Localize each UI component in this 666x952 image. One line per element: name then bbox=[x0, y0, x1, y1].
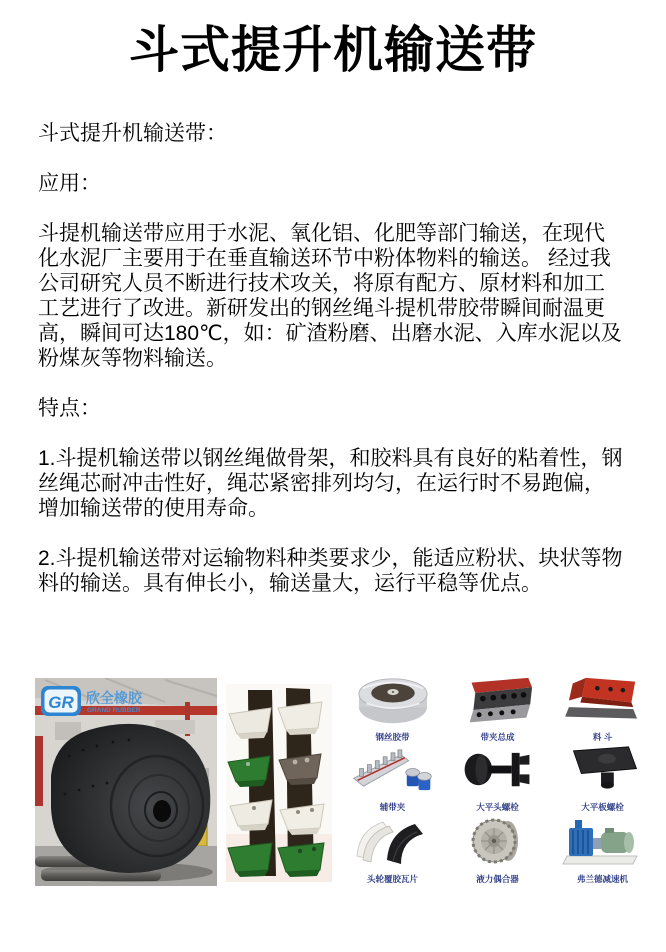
fluid-coupling-icon bbox=[456, 814, 540, 870]
article-body bbox=[38, 121, 624, 621]
factory-belt-roll-photo bbox=[35, 678, 217, 886]
product-caption: 料 斗 bbox=[592, 732, 613, 742]
hopper-icon bbox=[561, 675, 645, 728]
steel-wire-belt-icon bbox=[351, 675, 435, 728]
flat-plate-bolt-icon bbox=[561, 743, 645, 798]
accessory-product-grid bbox=[340, 675, 658, 885]
features-label: 特点： bbox=[38, 397, 101, 420]
product-caption: 弗兰德减速机 bbox=[576, 874, 628, 884]
application-label: 应用： bbox=[38, 172, 101, 195]
product-item bbox=[445, 813, 550, 885]
roll-core-hole bbox=[153, 800, 171, 822]
product-item bbox=[550, 813, 655, 885]
product-caption: 液力偶合器 bbox=[476, 874, 519, 884]
product-caption: 钢丝胶带 bbox=[375, 732, 410, 742]
feature-paragraph-2: 2.斗提机输送带对运输物料种类要求少，能适应粉状、块状等物料的输送。具有伸长小，输送量大，运行平稳等优点。 bbox=[38, 547, 623, 595]
product-caption: 带夹总成 bbox=[480, 732, 515, 742]
flat-head-bolt-icon bbox=[456, 743, 540, 798]
product-item bbox=[340, 813, 445, 885]
feature-paragraph-1: 1.斗提机输送带以钢丝绳做骨架，和胶料具有良好的粘着性，钢丝绳芯耐冲击性好，绳芯紧密排列均匀，在运行时不易跑偏，增加输送带的使用寿命。 bbox=[38, 447, 623, 520]
flender-reducer-icon bbox=[561, 814, 645, 870]
logo-chinese: 欣全橡胶 bbox=[86, 690, 142, 706]
application-paragraph: 斗提机输送带应用于水泥、氧化铝、化肥等部门输送，在现代化水泥厂主要用于在垂直输送环节中粉体物料的输送。 经过我公司研究人员不断进行技术攻关，将原有配方、原材料和加工工艺进行了改进。新研发出的钢丝绳斗提机带胶带瞬间耐温更高，瞬间可达180℃，如：矿渣粉磨、出磨水泥、入库水泥以及粉煤灰等物料输送。 bbox=[38, 222, 622, 370]
belt-clamp-assembly-icon bbox=[456, 675, 540, 728]
head-wheel-lagging-icon bbox=[351, 814, 435, 870]
product-caption: 大平板螺栓 bbox=[581, 802, 624, 812]
grand-rubber-logo bbox=[41, 686, 143, 716]
page-title: 斗式提升机输送带 bbox=[129, 22, 537, 78]
product-caption: 辅带夹 bbox=[379, 802, 406, 812]
product-caption: 头轮覆胶瓦片 bbox=[366, 874, 418, 884]
product-item bbox=[340, 675, 445, 743]
intro-label: 斗式提升机输送带： bbox=[38, 122, 227, 145]
product-item bbox=[340, 743, 445, 813]
product-caption: 大平头螺栓 bbox=[476, 802, 519, 812]
elevator-buckets-photo bbox=[226, 684, 332, 882]
logo-abbr: GR bbox=[48, 693, 74, 712]
product-item bbox=[550, 675, 655, 743]
product-item bbox=[445, 743, 550, 813]
product-item bbox=[445, 675, 550, 743]
aux-belt-clamp-icon bbox=[351, 743, 435, 798]
product-item bbox=[550, 743, 655, 813]
logo-english: GRAND RUBBER bbox=[87, 707, 141, 714]
